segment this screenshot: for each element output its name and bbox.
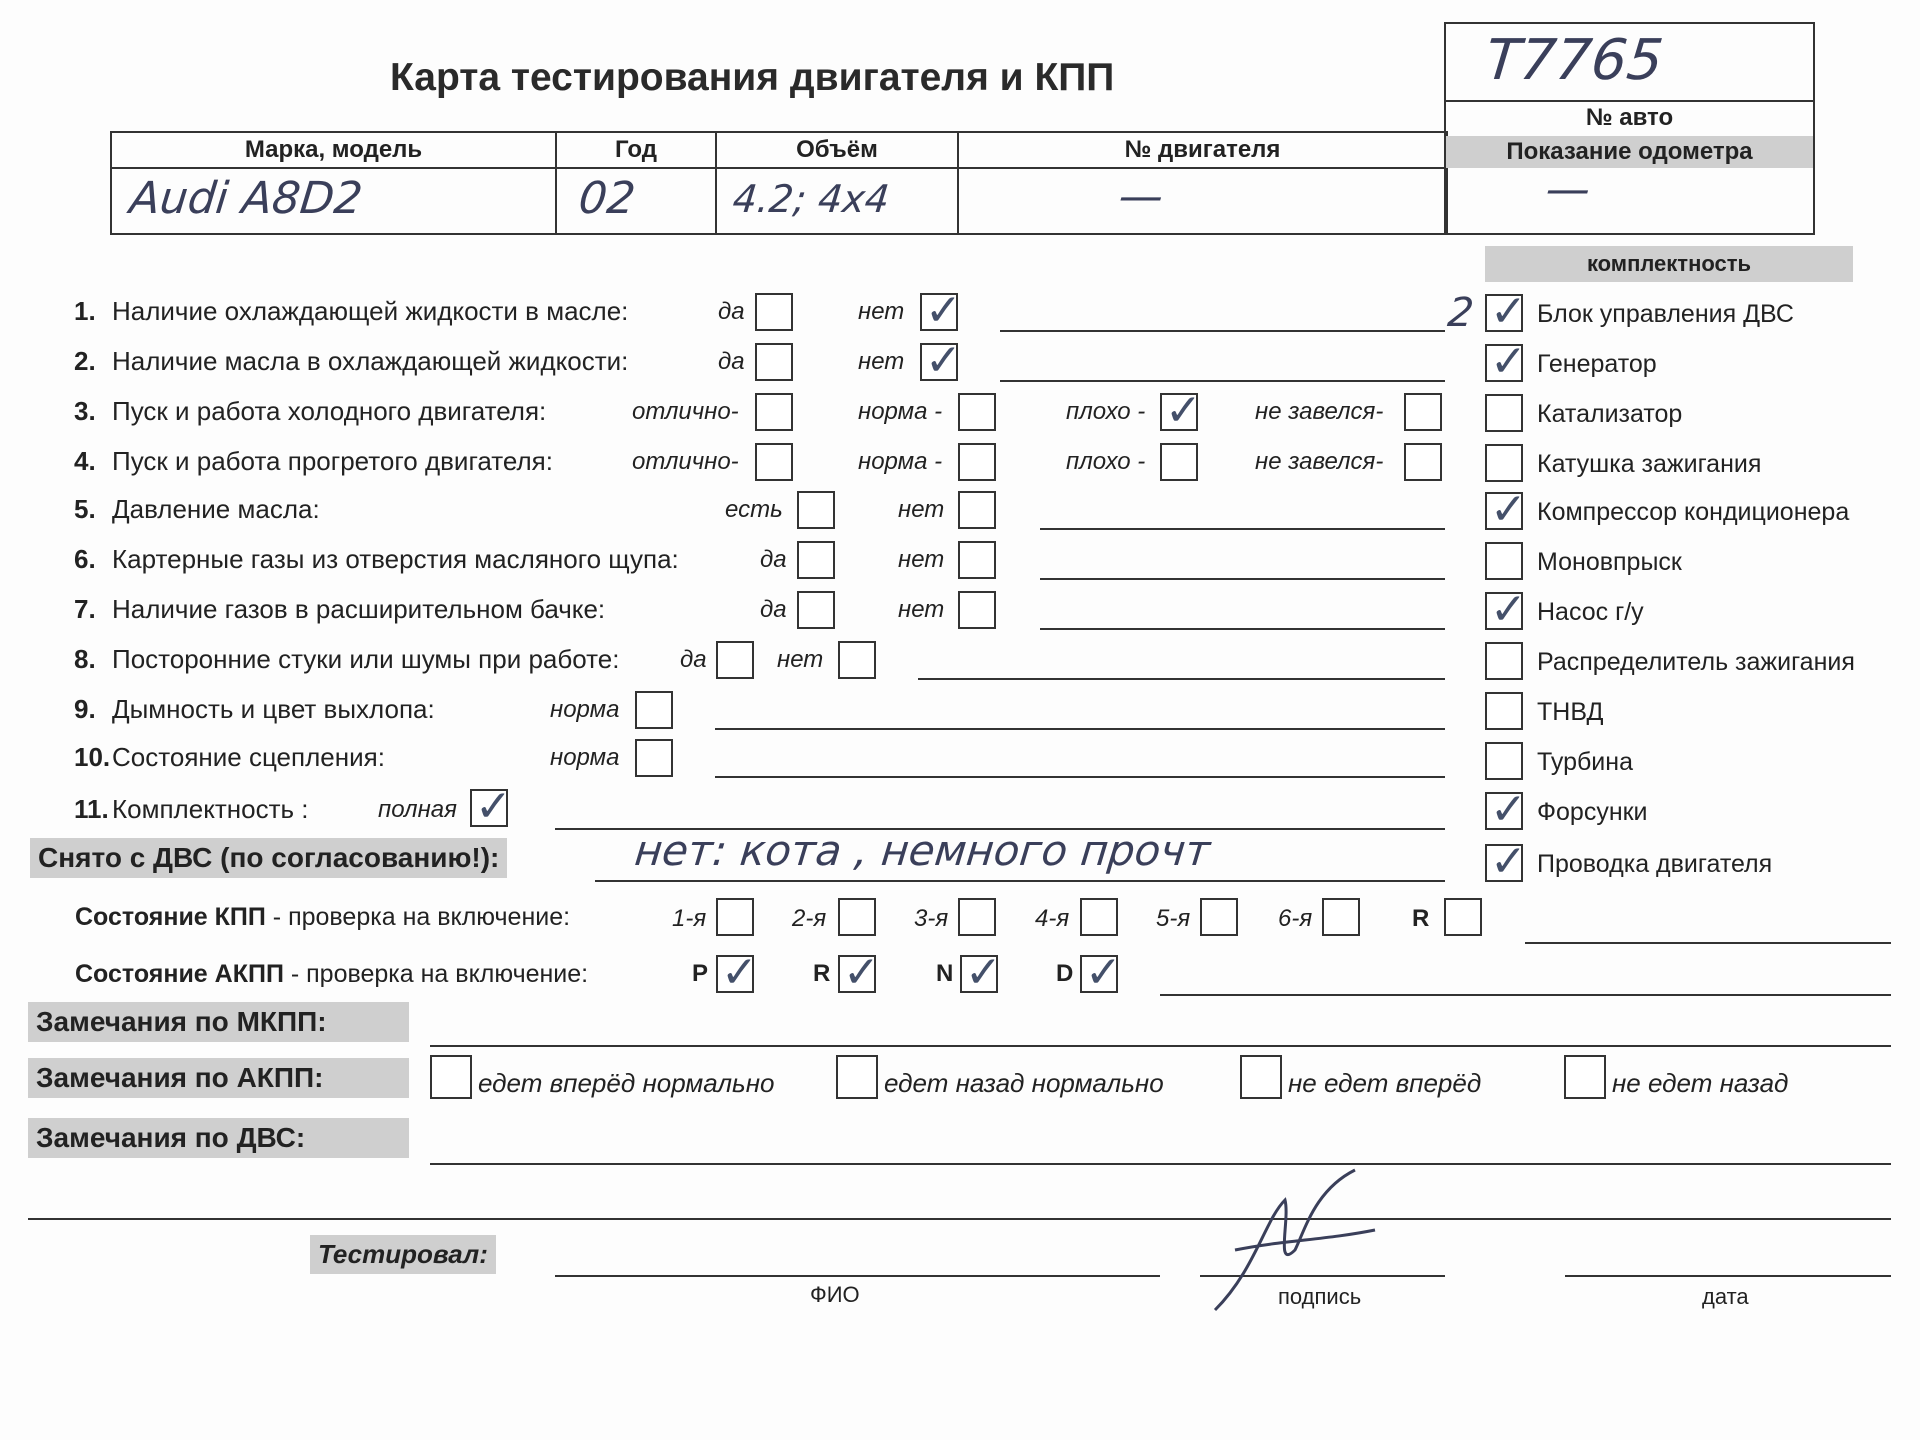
engine-number-value[interactable]: — — [1116, 171, 1166, 222]
kpp-gear-2-label: 2-я — [792, 905, 827, 932]
question-2: 2. Наличие масла в охлаждающей жидкости: — [74, 346, 629, 376]
q3-option-bad-label: плохо - — [1066, 398, 1146, 425]
kit-mono-injection-label: Моновпрыск — [1537, 548, 1682, 576]
akpp-d-checkbox[interactable] — [1080, 955, 1118, 993]
removed-handwritten[interactable]: нет: кота , немного прочт — [632, 826, 1213, 875]
q2-net-checkbox[interactable] — [920, 343, 958, 381]
akpp-no-backward-checkbox[interactable] — [1564, 1055, 1606, 1099]
q1-option-da-label: да — [718, 298, 745, 325]
kpp-label: Состояние КПП - проверка на включение: — [75, 903, 571, 931]
kpp-gear-3-label: 3-я — [914, 905, 949, 932]
q11-full-checkbox[interactable] — [470, 789, 508, 827]
signature-caption: подпись — [1278, 1284, 1362, 1309]
kit-ignition-coil-checkbox[interactable] — [1485, 444, 1523, 482]
year-value[interactable]: 02 — [576, 173, 638, 224]
vehicle-header-table — [110, 131, 1448, 235]
fio-line[interactable] — [555, 1275, 1160, 1277]
akpp-r-checkbox[interactable] — [838, 955, 876, 993]
q3-option-nostart-label: не завелся- — [1255, 398, 1384, 425]
q8-note-line[interactable] — [918, 678, 1445, 680]
akpp-r-label: R — [813, 960, 831, 987]
question-5: 5. Давление масла: — [74, 494, 320, 524]
date-line[interactable] — [1565, 1275, 1891, 1277]
akpp-n-label: N — [936, 960, 954, 987]
kit-ps-pump-label: Насос г/у — [1537, 598, 1644, 626]
question-3: 3. Пуск и работа холодного двигателя: — [74, 396, 547, 426]
kpp-gear-5-label: 5-я — [1156, 905, 1191, 932]
q6-note-line[interactable] — [1040, 578, 1445, 580]
question-9: 9. Дымность и цвет выхлопа: — [74, 694, 435, 724]
kit-catalyst-checkbox[interactable] — [1485, 394, 1523, 432]
akpp-backward-ok-checkbox[interactable] — [836, 1055, 878, 1099]
akpp-d-label: D — [1056, 960, 1074, 987]
kpp-note-line[interactable] — [1525, 942, 1891, 944]
remarks-akpp-label: Замечания по АКПП: — [28, 1058, 409, 1098]
make-model-value[interactable]: Audi A8D2 — [127, 173, 365, 224]
kpp-gear-3-checkbox[interactable] — [958, 898, 996, 936]
q3-excellent-checkbox[interactable] — [755, 393, 793, 431]
q4-nostart-checkbox[interactable] — [1404, 443, 1442, 481]
q1-option-net-label: нет — [858, 298, 905, 325]
fio-caption: ФИО — [810, 1282, 860, 1307]
question-1: 1. Наличие охлаждающей жидкости в масле: — [74, 296, 629, 326]
remarks-dvs-line-2[interactable] — [28, 1218, 1891, 1220]
kit-engine-wiring-label: Проводка двигателя — [1537, 850, 1773, 878]
kit-distributor-checkbox[interactable] — [1485, 642, 1523, 680]
q2-option-net-label: нет — [858, 348, 905, 375]
car-number-odometer-box — [1444, 22, 1815, 235]
q6-option-da-label: да — [760, 546, 787, 573]
akpp-p-checkbox[interactable] — [716, 955, 754, 993]
q3-nostart-checkbox[interactable] — [1404, 393, 1442, 431]
q10-option-normal-label: норма — [550, 744, 620, 771]
q9-normal-checkbox[interactable] — [635, 691, 673, 729]
page-title: Карта тестирования двигателя и КПП — [390, 56, 1115, 99]
make-model-cell — [112, 133, 557, 233]
q10-normal-checkbox[interactable] — [635, 739, 673, 777]
kit-ps-pump-checkbox[interactable] — [1485, 592, 1523, 630]
q5-option-no-label: нет — [898, 496, 945, 523]
q4-option-nostart-label: не завелся- — [1255, 448, 1384, 475]
engine-number-header: № двигателя — [959, 133, 1446, 169]
kit-turbine-checkbox[interactable] — [1485, 742, 1523, 780]
q7-option-da-label: да — [760, 596, 787, 623]
q2-option-da-label: да — [718, 348, 745, 375]
signature-mark — [1195, 1160, 1385, 1320]
q3-option-excellent-label: отлично- — [632, 398, 739, 425]
q3-option-normal-label: норма - — [858, 398, 943, 425]
akpp-no-forward-label: не едет вперёд — [1288, 1068, 1482, 1098]
kpp-gear-4-checkbox[interactable] — [1080, 898, 1118, 936]
kpp-gear-6-label: 6-я — [1278, 905, 1313, 932]
make-model-header: Марка, модель — [112, 133, 555, 169]
akpp-forward-ok-checkbox[interactable] — [430, 1055, 472, 1099]
kit-distributor-label: Распределитель зажигания — [1537, 648, 1855, 676]
q3-normal-checkbox[interactable] — [958, 393, 996, 431]
kit-injectors-checkbox[interactable] — [1485, 792, 1523, 830]
q4-option-normal-label: норма - — [858, 448, 943, 475]
q1-net-checkbox[interactable] — [920, 293, 958, 331]
q1-da-checkbox[interactable] — [755, 293, 793, 331]
kit-turbine-label: Турбина — [1537, 748, 1633, 776]
engine-number-cell — [959, 133, 1446, 233]
year-cell — [557, 133, 717, 233]
volume-value[interactable]: 4.2; 4x4 — [730, 177, 892, 221]
kit-ignition-coil-label: Катушка зажигания — [1537, 450, 1762, 478]
q3-bad-checkbox[interactable] — [1160, 393, 1198, 431]
q6-net-checkbox[interactable] — [958, 541, 996, 579]
removed-line[interactable] — [595, 880, 1445, 882]
volume-header: Объём — [717, 133, 957, 169]
akpp-no-forward-checkbox[interactable] — [1240, 1055, 1282, 1099]
remarks-dvs-label: Замечания по ДВС: — [28, 1118, 409, 1158]
q5-option-yes-label: есть — [725, 496, 783, 523]
q4-bad-checkbox[interactable] — [1160, 443, 1198, 481]
akpp-n-checkbox[interactable] — [960, 955, 998, 993]
question-11: 11. Комплектность : — [74, 794, 309, 824]
kit-generator-label: Генератор — [1537, 350, 1657, 378]
kpp-gear-2-checkbox[interactable] — [838, 898, 876, 936]
kpp-gear-r-label: R — [1412, 905, 1430, 932]
kit-ac-compressor-label: Компрессор кондиционера — [1537, 498, 1850, 526]
kit-catalyst-label: Катализатор — [1537, 400, 1683, 428]
q4-option-excellent-label: отлично- — [632, 448, 739, 475]
question-4: 4. Пуск и работа прогретого двигателя: — [74, 446, 553, 476]
akpp-forward-ok-label: едет вперёд нормально — [478, 1068, 775, 1098]
akpp-backward-ok-label: едет назад нормально — [884, 1068, 1164, 1098]
q4-excellent-checkbox[interactable] — [755, 443, 793, 481]
q11-option-full-label: полная — [378, 796, 457, 823]
q5-yes-checkbox[interactable] — [797, 491, 835, 529]
question-7: 7. Наличие газов в расширительном бачке: — [74, 594, 606, 624]
kit-tnvd-checkbox[interactable] — [1485, 692, 1523, 730]
car-number-value[interactable]: T7765 — [1482, 28, 1667, 93]
q5-no-checkbox[interactable] — [958, 491, 996, 529]
q4-normal-checkbox[interactable] — [958, 443, 996, 481]
car-number-label: № авто — [1585, 104, 1674, 131]
q7-net-checkbox[interactable] — [958, 591, 996, 629]
q2-da-checkbox[interactable] — [755, 343, 793, 381]
kit-tnvd-label: ТНВД — [1537, 698, 1604, 726]
kit-mono-injection-checkbox[interactable] — [1485, 542, 1523, 580]
q7-note-line[interactable] — [1040, 628, 1445, 630]
q6-da-checkbox[interactable] — [797, 541, 835, 579]
kit-engine-wiring-checkbox[interactable] — [1485, 844, 1523, 882]
kpp-gear-6-checkbox[interactable] — [1322, 898, 1360, 936]
kit-injectors-label: Форсунки — [1537, 798, 1648, 826]
akpp-p-label: P — [692, 960, 709, 987]
q2-note-line[interactable] — [1000, 380, 1445, 382]
q8-option-net-label: нет — [777, 646, 824, 673]
kpp-gear-4-label: 4-я — [1035, 905, 1070, 932]
q10-note-line[interactable] — [715, 776, 1445, 778]
tested-by-label: Тестировал: — [310, 1235, 496, 1274]
q1-note-line[interactable] — [1000, 330, 1445, 332]
question-10: 10.Состояние сцепления: — [74, 742, 385, 772]
q9-note-line[interactable] — [715, 728, 1445, 730]
q8-option-da-label: да — [680, 646, 707, 673]
kpp-gear-1-checkbox[interactable] — [716, 898, 754, 936]
q9-option-normal-label: норма — [550, 696, 620, 723]
akpp-no-backward-label: не едет назад — [1612, 1068, 1789, 1098]
kit-ecu-note: 2 — [1445, 290, 1476, 336]
remarks-mkpp-line[interactable] — [430, 1045, 1891, 1047]
kpp-gear-1-label: 1-я — [672, 905, 707, 932]
kpp-gear-5-checkbox[interactable] — [1200, 898, 1238, 936]
volume-cell — [717, 133, 959, 233]
removed-label: Снято с ДВС (по согласованию!): — [30, 838, 507, 878]
q7-option-net-label: нет — [898, 596, 945, 623]
remarks-dvs-line[interactable] — [430, 1163, 1891, 1165]
q5-note-line[interactable] — [1040, 528, 1445, 530]
kit-ecu-checkbox[interactable] — [1485, 294, 1523, 332]
q7-da-checkbox[interactable] — [797, 591, 835, 629]
q8-net-checkbox[interactable] — [838, 641, 876, 679]
date-caption: дата — [1702, 1284, 1749, 1309]
odometer-value[interactable]: — — [1543, 164, 1593, 215]
remarks-mkpp-label: Замечания по МКПП: — [28, 1002, 409, 1042]
kit-generator-checkbox[interactable] — [1485, 344, 1523, 382]
odometer-label: Показание одометра — [1446, 136, 1813, 168]
q4-option-bad-label: плохо - — [1066, 448, 1146, 475]
kit-title: комплектность — [1485, 246, 1853, 282]
akpp-label: Состояние АКПП - проверка на включение: — [75, 960, 589, 988]
q6-option-net-label: нет — [898, 546, 945, 573]
question-8: 8. Посторонние стуки или шумы при работе: — [74, 644, 620, 674]
kit-ac-compressor-checkbox[interactable] — [1485, 492, 1523, 530]
question-6: 6. Картерные газы из отверстия масляного щупа: — [74, 544, 679, 574]
kit-ecu-label: Блок управления ДВС — [1537, 300, 1794, 328]
kpp-gear-r-checkbox[interactable] — [1444, 898, 1482, 936]
akpp-note-line[interactable] — [1160, 994, 1891, 996]
q8-da-checkbox[interactable] — [716, 641, 754, 679]
year-header: Год — [557, 133, 715, 169]
